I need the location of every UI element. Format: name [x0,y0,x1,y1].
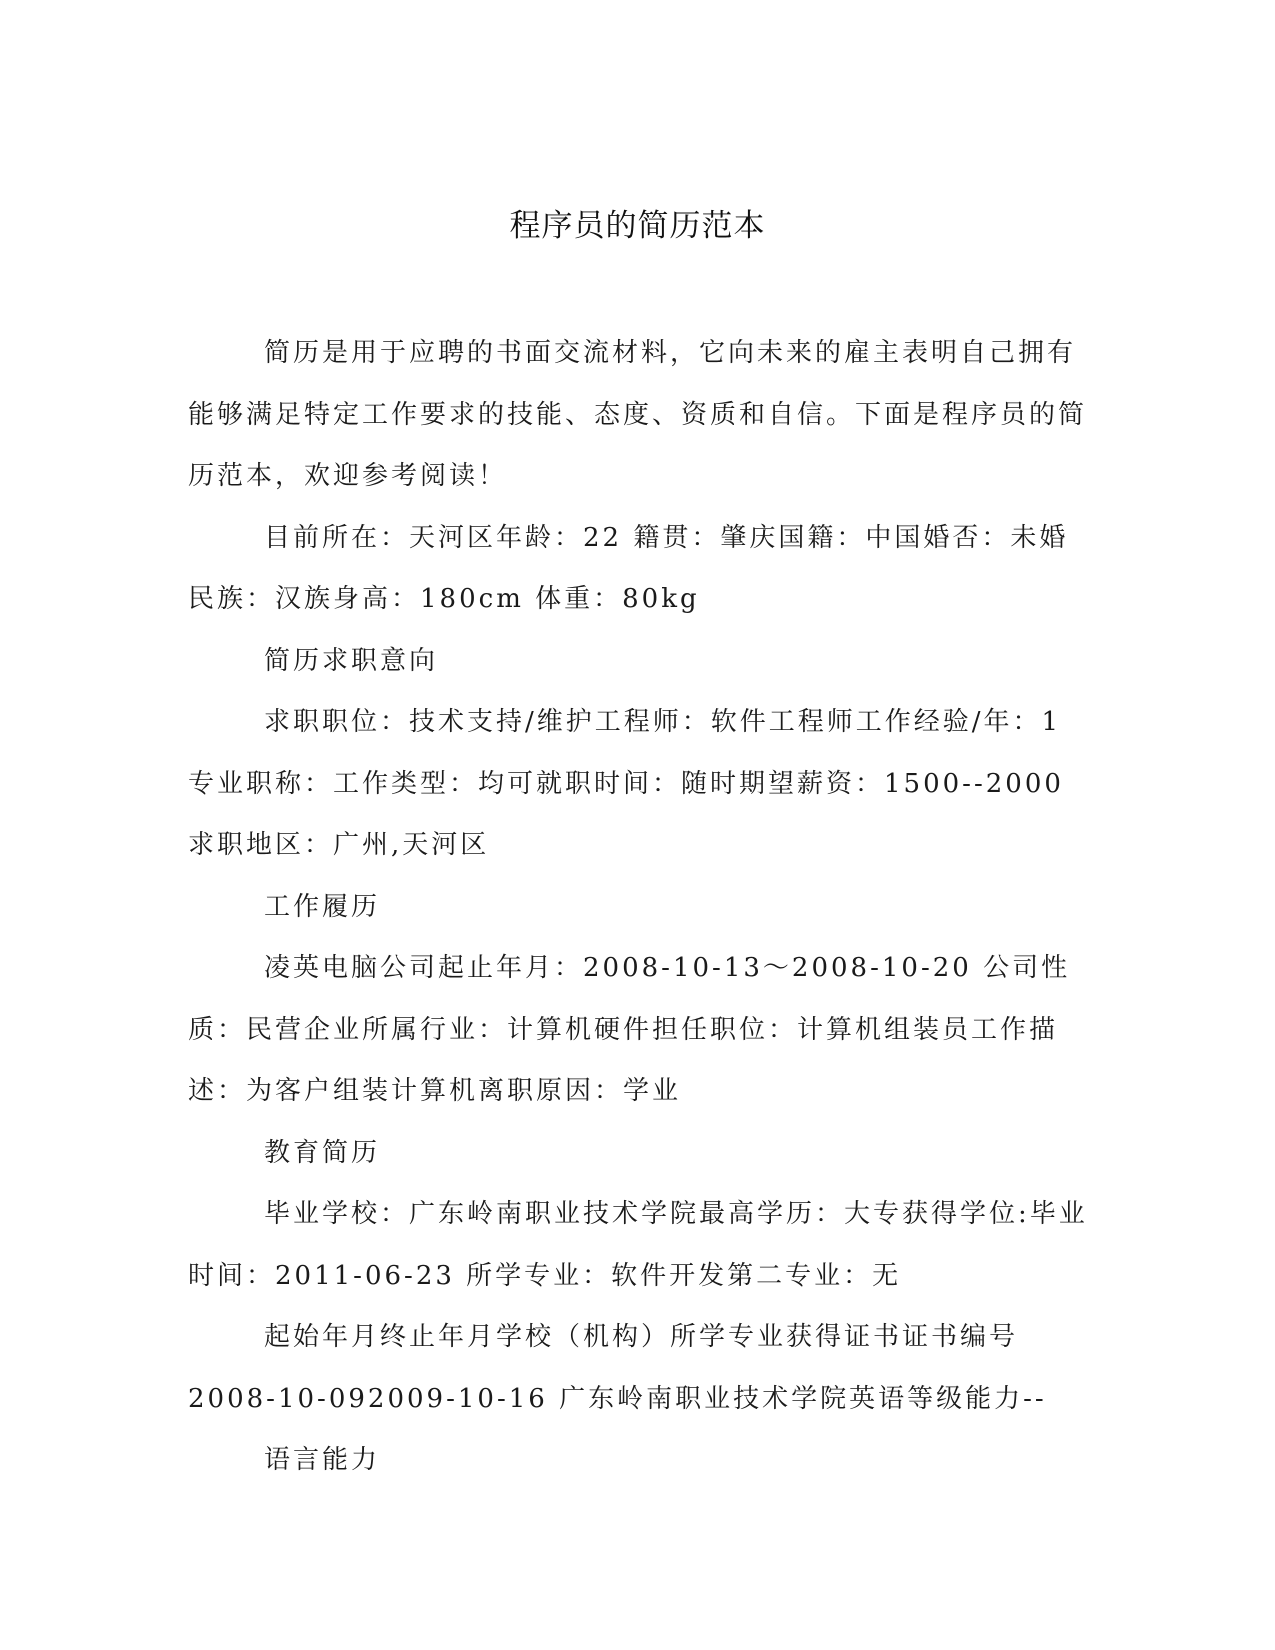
personal-info-paragraph: 目前所在：天河区年龄：22 籍贯：肇庆国籍：中国婚否：未婚民族：汉族身高：180cm 体重：80kg [188,522,1069,614]
intro-paragraph: 简历是用于应聘的书面交流材料，它向未来的雇主表明自己拥有能够满足特定工作要求的技能、态度、资质和自信。下面是程序员的简历范本，欢迎参考阅读！ [188,338,1088,491]
document-body [188,323,1088,1492]
education-heading: 教育简历 [264,1137,381,1168]
job-intention-paragraph: 求职职位：技术支持/维护工程师：软件工程师工作经验/年：1 专业职称：工作类型：均可就职时间：随时期望薪资：1500--2000 求职地区：广州,天河区 [188,707,1064,860]
education-paragraph: 毕业学校：广东岭南职业技术学院最高学历：大专获得学位:毕业时间：2011-06-23 所学专业：软件开发第二专业：无 [188,1199,1088,1291]
job-intention-heading: 简历求职意向 [264,645,439,676]
certificate-paragraph: 起始年月终止年月学校（机构）所学专业获得证书证书编号 2008-10-092009-10-16 广东岭南职业技术学院英语等级能力-- [188,1322,1047,1414]
work-history-heading: 工作履历 [264,891,381,922]
language-ability-heading: 语言能力 [264,1445,381,1475]
work-history-paragraph: 凌英电脑公司起止年月：2008-10-13～2008-10-20 公司性质：民营企业所属行业：计算机硬件担任职位：计算机组装员工作描述：为客户组装计算机离职原因：学业 [188,953,1071,1106]
document-title: 程序员的简历范本 [509,208,766,244]
